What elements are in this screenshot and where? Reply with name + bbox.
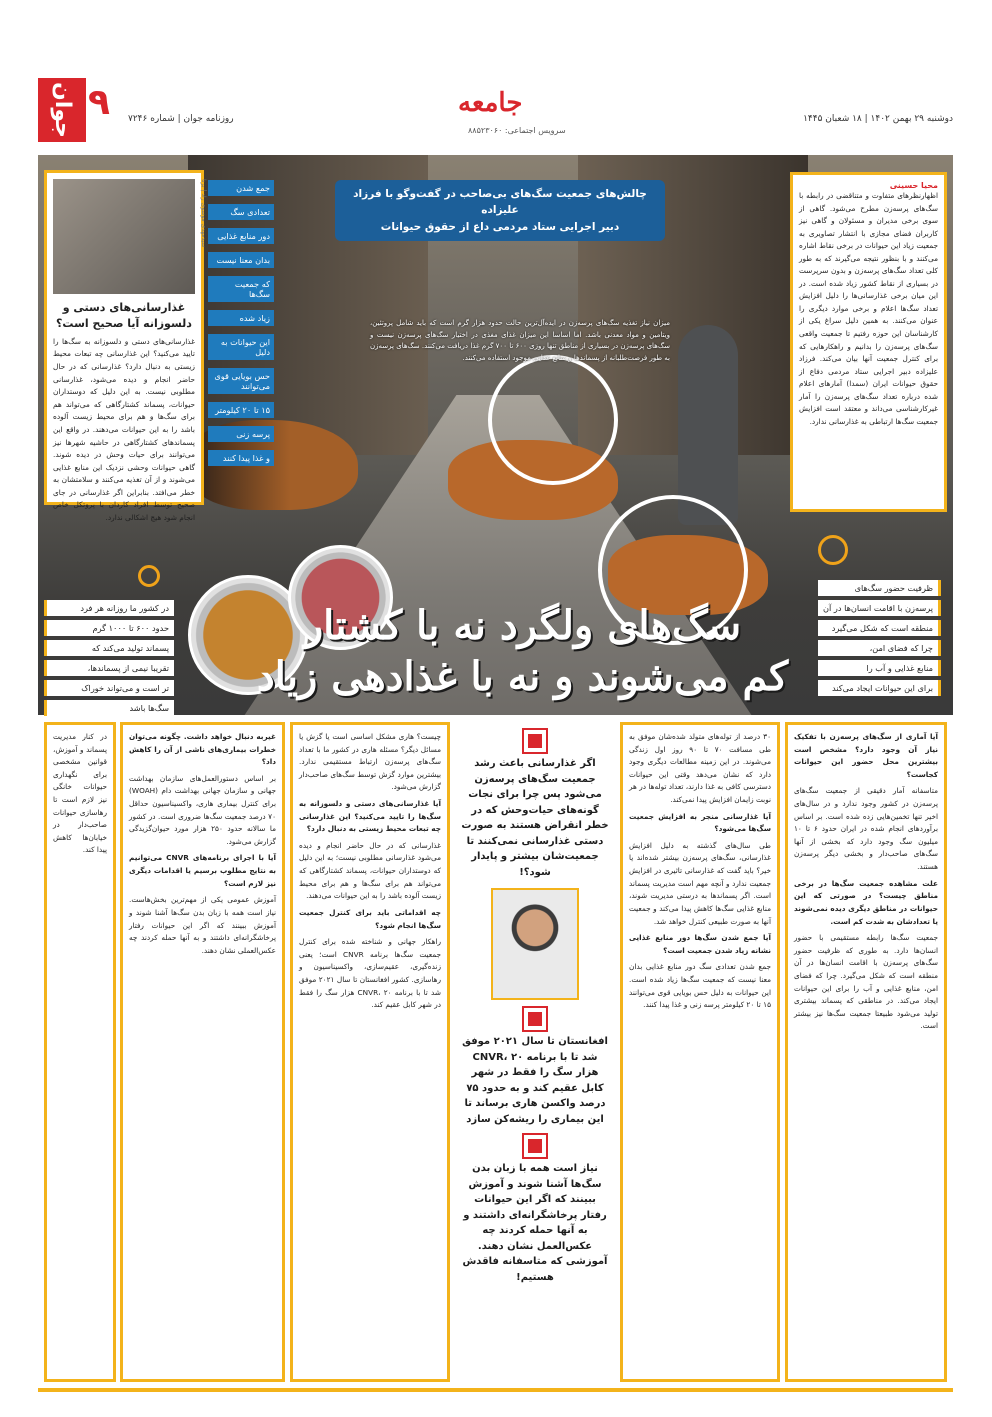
interviewee-portrait: [491, 888, 579, 1000]
interview-question: آیا با اجرای برنامه‌های CNVR می‌توانیم به نتایج مطلوب برسیم یا اقدامات دیگری نیز لازم است؟: [129, 853, 276, 888]
quote-marker-icon: [524, 1008, 546, 1030]
photo-credit: سیدمهدی موسوی راد | برنا: [200, 179, 207, 248]
author-byline: محیا حسینی: [889, 181, 938, 190]
side-note-line: سگ‌ها باشد: [44, 700, 174, 716]
interview-answer: آموزش عمومی یکی از مهم‌ترین بخش‌هاست. نیاز است همه با زبان بدن سگ‌ها آشنا شوند و آموزش ببینند که اگر این حیوانات رفتار پرخاشگرانه‌ای داشتند و به آنها حمله کردند چه عکس‌العملی نشان دهند.: [129, 895, 276, 955]
headline-line: سگ‌های ولگرد نه با کشتار: [303, 602, 742, 649]
highlight-tag: تعدادی سگ: [208, 204, 274, 220]
interview-question: آیا غذارسانی‌های دستی و دلسوزانه به سگ‌ها را تایید می‌کنید؟ این غذارسانی چه تبعات محیط زیستی به دنبال دارد؟: [299, 799, 441, 834]
interview-answer: راهکار جهانی و شناخته شده برای کنترل جمعیت سگ‌ها برنامه CNVR است؛ یعنی زنده‌گیری، عقیم‌سازی، واکسیناسیون و رهاسازی. کشور افغانستان تا سال ۲۰۲۱ موفق شد تا با برنامه CNVR، ۲۰ هزار سگ را فقط در شهر کابل عقیم کند.: [299, 937, 442, 1010]
photo-caption: میزان نیاز تغذیه سگ‌های پرسه‌زن در ایده‌آل‌ترین حالت حدود هزار گرم است که باید شامل پروتئین، ویتامین و مواد معدنی باشد. اما اساسا این میزان غذای مغذی در اختیار سگ‌های پرسه‌زن نیست و سگ‌های پرسه‌زن در بسیاری از مناطق تنها روزی ۶۰۰ تا ۷۰۰ گرم غذا دریافت می‌کنند. سگ‌های پرسه‌زن به طور فرصت‌طلبانه از پسماندها و منابع غذایی موجود استفاده می‌کنند.: [370, 319, 671, 362]
article-column-4: [290, 722, 450, 1382]
interview-answer: غذارسانی که در حال حاضر انجام و دیده می‌شود غذارسانی مطلوبی نیست؛ به این دلیل که دوستداران حیوانات، پسماند کشتارگاهی که می‌تواند هم برای سگ‌ها و هم برای محیط زیست آلوده باشد را به این حیوانات می‌دهند.: [299, 840, 441, 901]
interview-answer: در کنار مدیریت پسماند و آموزش، قوانین مشخصی برای نگهداری حیوانات خانگی نیز لازم است تا رهاسازی حیوانات صاحب‌دار در خیابان‌ها کاهش پیدا کند.: [53, 732, 107, 855]
page-number: ۹: [88, 82, 110, 123]
interview-answer: طی سال‌های گذشته به دلیل افزایش غذارسانی، سگ‌های پرسه‌زن بیشتر شده‌اند یا خیر؟ باید گفت که غذارسانی تاثیری در افزایش جمعیت ندارد و آنچه مهم است مدیریت پسماند است. اگر پسماندها به درستی مدیریت شوند، منابع غذایی سگ‌ها کاهش پیدا می‌کند و جمعیت آنها به صورت طبیعی کنترل خواهد شد.: [629, 840, 771, 926]
interview-answer: چیست؟ هاری مشکل اساسی است یا گزش یا مسائل دیگر؟ مسئله هاری در کشور ما با تعداد سگ‌های پرسه‌زن ارتباط مستقیمی ندارد. بیشترین موارد گزش توسط سگ‌های صاحب‌دار گزارش می‌شود.: [299, 732, 441, 792]
interview-question: چه اقداماتی باید برای کنترل جمعیت سگ‌ها انجام شود؟: [299, 907, 441, 930]
interview-question: علت مشاهده جمعیت سگ‌ها در برخی مناطق چیست؟ در صورتی که این حیوانات در مناطق دیگری دیده نمی‌شوند یا تعدادشان به شدت کم است.: [794, 878, 938, 926]
pull-quote: افغانستان تا سال ۲۰۲۱ موفق شد تا با برنامه CNVR، ۲۰ هزار سگ را فقط در شهر کابل عقیم کند و به حدود ۷۵ درصد واکسن هاری برساند تا این بیماری را ریشه‌کن سازد: [462, 1036, 608, 1125]
masthead: [38, 78, 953, 148]
decorative-circle: [818, 535, 848, 565]
decorative-circle: [138, 565, 160, 587]
highlight-tag: ۱۵ تا ۲۰ کیلومتر: [208, 402, 274, 418]
side-note-line: تر است و می‌تواند خوراک: [44, 680, 174, 696]
banner-line: دبیر اجرایی ستاد مردمی داع از حقوق حیوانات: [380, 220, 620, 233]
highlight-ring: [488, 355, 618, 485]
sidebar-quote-box: [44, 170, 207, 522]
article-column-1: [785, 722, 947, 1382]
interview-answer: متاسفانه آمار دقیقی از جمعیت سگ‌های پرسه‌زن در کشور وجود ندارد و در سال‌های اخیر تنها تخمین‌هایی زده شده است. بر اساس برآوردهای انجام شده در ایران حدود ۶ تا ۱۰ میلیون سگ وجود دارد که بخشی از آنها سگ‌های صاحب‌دار و بخشی دیگر پرسه‌زن هستند.: [794, 786, 938, 872]
section-contact: سرویس اجتماعی: ۸۸۵۲۳۰۶۰: [468, 126, 566, 135]
highlight-tag: زیاد شده: [208, 310, 274, 326]
interview-answer: جمعیت سگ‌ها رابطه مستقیمی با حضور انسان‌ها دارد. به طوری که ظرفیت حضور سگ‌های پرسه‌زن با اقامت انسان‌ها در آن منطقه است که شکل می‌گیرد. چرا که فضای امن، منابع غذایی و آب را برای این حیوانات ایجاد می‌کند. در مناطقی که پسماند بیشتری تولید می‌شود طبیعتا جمعیت سگ‌ها نیز بیشتر است.: [794, 933, 938, 1031]
highlight-tags: [208, 180, 274, 474]
paper-issue-line: روزنامه جوان | شماره ۷۲۴۶: [128, 114, 234, 124]
highlight-tag: پرسه زنی: [208, 426, 274, 442]
highlight-tag: و غذا پیدا کنند: [208, 450, 274, 466]
quote-marker-icon: [524, 730, 546, 752]
section-title: جامعه: [458, 88, 523, 118]
interview-banner: [335, 180, 665, 241]
logo-wordmark: جوان: [38, 78, 86, 142]
highlight-tag: حس بویایی قوی می‌توانند: [208, 368, 274, 394]
side-note-line: منابع غذایی و آب را: [818, 660, 941, 676]
main-headline: [245, 600, 800, 702]
article-column-6: [44, 722, 116, 1382]
dateline: دوشنبه ۲۹ بهمن ۱۴۰۲ | ۱۸ شعبان ۱۴۴۵: [803, 114, 953, 124]
headline-line: کم می‌شوند و نه با غذادهی زیاد: [256, 653, 789, 701]
interview-answer: بر اساس دستورالعمل‌های سازمان بهداشت جهانی و سازمان جهانی بهداشت دام (WOAH) برای کنترل بیماری هاری، واکسیناسیون حداقل ۷۰ درصد جمعیت سگ‌ها ضروری است. در کشور ما سالانه حدود ۲۵۰ هزار مورد حیوان‌گزیدگی گزارش می‌شود.: [129, 773, 276, 846]
banner-line: چالش‌های جمعیت سگ‌های بی‌صاحب در گفت‌وگو با فرزاد علیزاده: [353, 188, 647, 217]
side-note-line: چرا که فضای امن،: [818, 640, 941, 656]
side-note-line: برای این حیوانات ایجاد می‌کند: [818, 680, 941, 696]
side-note-left: [44, 600, 174, 720]
intro-box: [790, 172, 947, 512]
interview-question: آیا غذارسانی منجر به افزایش جمعیت سگ‌ها می‌شود؟: [629, 811, 771, 834]
page-bottom-rule: [38, 1388, 953, 1392]
side-note-line: منطقه است که شکل می‌گیرد: [818, 620, 941, 636]
pull-quote: نیاز است همه با زبان بدن سگ‌ها آشنا شوند و آموزش ببینند که اگر این حیوانات رفتار پرخاشگرانه‌ای داشتند و به آنها حمله کردند چه عکس‌العمل نشان دهند. آموزشی که متاسفانه فاقدش هستیم!: [462, 1163, 608, 1283]
interview-answer: جمع شدن تعدادی سگ دور منابع غذایی بدان معنا نیست که جمعیت سگ‌ها زیاد شده است. این حیوانات به دلیل حس بویایی قوی می‌توانند ۱۵ تا ۲۰ کیلومتر پرسه زنی و غذا پیدا کنند.: [629, 962, 771, 1010]
interview-question: غیربه دنبال خواهد داشت. چگونه می‌توان خطرات بیماری‌های ناشی از آن را کاهش داد؟: [129, 732, 276, 767]
side-note-line: پرسه‌زن با اقامت انسان‌ها در آن: [818, 600, 941, 616]
article-column-2: [620, 722, 780, 1382]
side-note-line: در کشور ما روزانه هر فرد: [44, 600, 174, 616]
sidebar-title: غذارسانی‌های دستی و دلسوزانه آیا صحیح است؟: [56, 301, 192, 330]
side-note-line: حدود ۶۰۰ تا ۱۰۰۰ گرم: [44, 620, 174, 636]
side-note-right: [818, 580, 941, 700]
interview-question: آیا آماری از سگ‌های پرسه‌زن با تفکیک نیاز آن وجود دارد؟ مشخص است بیشترین محل حضور این حیوانات کجاست؟: [794, 732, 938, 779]
interview-answer: ۳۰ درصد از توله‌های متولد شده‌شان موفق به طی مسافت ۷۰ تا ۹۰ روز اول زندگی می‌شوند. در این زمینه مطالعات دیگری وجود دارد که نشان می‌دهد وقتی این حیوانات دسترسی کافی به غذا دارند، تعداد توله‌ها در هر نوبت زایمان افزایش پیدا نمی‌کند.: [629, 732, 771, 805]
article-column-5: [120, 722, 285, 1382]
highlight-tag: که جمعیت سگ‌ها: [208, 276, 274, 302]
side-note-line: پسماند تولید می‌کند که: [44, 640, 174, 656]
newspaper-logo[interactable]: [38, 78, 112, 148]
highlight-tag: این حیوانات به دلیل: [208, 334, 274, 360]
highlight-tag: بدان معنا نیست: [208, 252, 274, 268]
quote-marker-icon: [524, 1135, 546, 1157]
pull-quote: اگر غذارسانی باعث رشد جمعیت سگ‌های پرسه‌زن می‌شود پس چرا برای نجات گونه‌های حیات‌وحش که در خطر انقراض هستند به صورت دستی غذارسانی نمی‌کنند تا جمعیت‌شان بیشتر و پایدار شود؟!: [461, 758, 609, 878]
highlight-tag: جمع شدن: [208, 180, 274, 196]
sidebar-body: غذارسانی‌های دستی و دلسوزانه به سگ‌ها را تایید می‌کنید؟ این غذارسانی چه تبعات محیط زیستی به دنبال دارد؟ غذارسانی که در حال حاضر انجام و دیده می‌شود، غذارسانی مطلوبی نیست. به این دلیل که دوستداران حیوانات، پسماند کشتارگاهی که می‌تواند هم برای سگ‌ها و هم برای محیط زیست آلوده باشد را به این حیوانات می‌دهند. در واقع این پسماندهای کشتارگاهی در حاشیه شهرها نیز می‌توانند برای حیات وحش در دیده شوند. گاهی حیوانات وحشی نزدیک این منابع غذایی می‌شوند و از آن تغذیه می‌کنند و سلامتشان به خطر می‌افتد. بنابراین اگر غذارسانی در جای صحیح توسط افراد کاردان با پروتکل خاص انجام شود هیچ اشکالی ندارد.: [53, 336, 195, 522]
woman-feeding-dog-photo: [53, 179, 207, 294]
side-note-line: تقریبا نیمی از پسماندها،: [44, 660, 174, 676]
pull-quote-column: [455, 722, 615, 1382]
interview-question: آیا جمع شدن سگ‌ها دور منابع غذایی نشانه زیاد شدن جمعیت است؟: [629, 933, 771, 955]
pedestrian-figure: [678, 325, 738, 525]
side-note-line: ظرفیت حضور سگ‌های: [818, 580, 941, 596]
highlight-tag: دور منابع غذایی: [208, 228, 274, 244]
intro-body: اظهارنظرهای متفاوت و متناقضی در رابطه با سگ‌های پرسه‌زن مطرح می‌شود. گاهی از سوی برخی مدیران و مسئولان و گاهی نیز کاربران فضای مجازی با انتشار تصاویری به جمعیت زیاد این حیوانات در برخی نقاط اشاره می‌کنند و با بنظور نتیجه می‌گیرند که به طور کلی تعداد سگ‌های پرسه‌زن و بدون سرپرست در بسیاری از نقاط کشور زیاد شده است. در این میان برخی غذارسانی‌ها را دلیل افزایش تعداد سگ‌ها اعلام و برخی موارد دیگری را عنوان می‌کنند. به همین دلیل سراغ یکی از کارشناسان این حوزه رفتیم تا جمعیت واقعی سگ‌های پرسه‌زن را بدانیم و راهکارهایی که برای کنترل جمعیت آنها بیان می‌کند. فرزاد علیزاده دبیر اجرایی ستاد مردمی دفاع از حقوق حیوانات ایران (سمدا) آمارهای اعلام شده درباره تعداد سگ‌های پرسه‌زن را آمار غیرکارشناسی می‌داند و معتقد است افزایش جمعیت سگ‌ها ارتباطی به غذارسانی ندارد.: [799, 191, 938, 426]
